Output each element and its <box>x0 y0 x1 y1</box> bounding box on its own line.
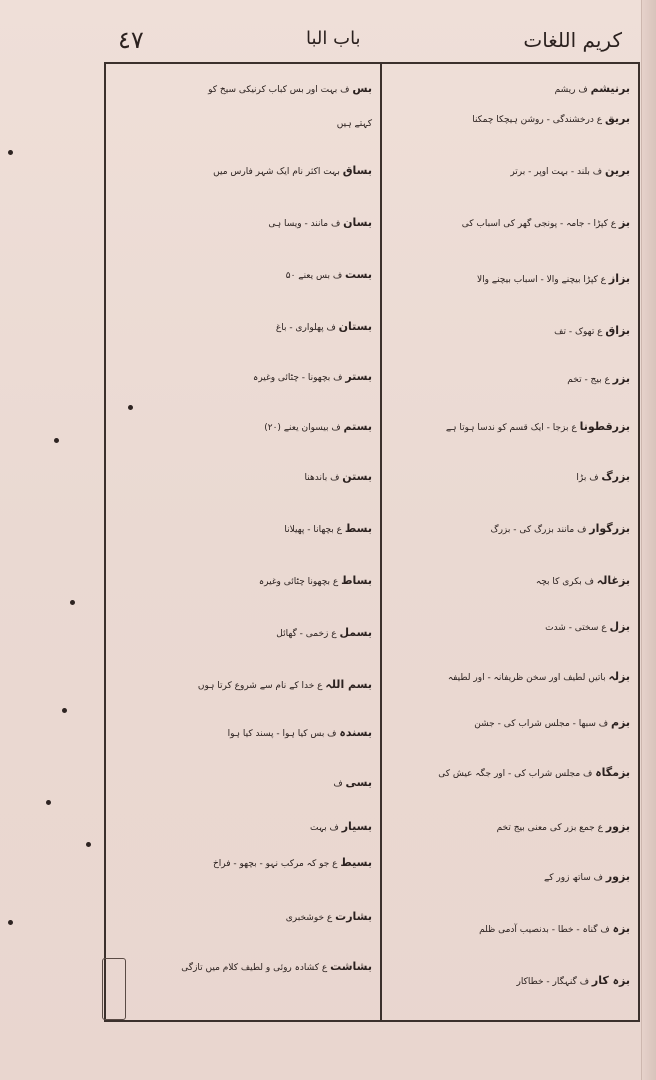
entry-definition: ع کشادہ روئی و لطیف کلام میں تازگی <box>181 963 331 973</box>
dictionary-entry <box>102 816 372 839</box>
margin-dot <box>46 800 51 805</box>
entry-definition: ف بچھونا - چٹائی وغیرہ <box>253 373 346 383</box>
entry-definition: ف ریشم <box>554 85 591 95</box>
dictionary-entry <box>378 762 630 785</box>
entry-definition: ع بچھانا - پھیلانا <box>284 525 345 535</box>
page-edge <box>641 0 656 1080</box>
entry-headword: بزہ <box>612 922 630 935</box>
entry-headword: بزل <box>609 620 630 633</box>
entry-headword: بسی <box>345 776 372 789</box>
dictionary-entry <box>378 970 630 993</box>
entry-definition: ف بس کیا ہوا - پسند کیا ہوا <box>227 729 340 739</box>
entry-definition: ع خدا کے نام سے شروع کرتا ہوں <box>197 681 326 691</box>
dictionary-entry <box>102 78 372 101</box>
dictionary-entry <box>102 160 372 183</box>
entry-headword: بشاشت <box>330 960 372 973</box>
entry-headword: برنیشم <box>590 82 630 95</box>
dictionary-entry <box>102 416 372 439</box>
entry-headword: بست <box>345 268 372 281</box>
entry-definition: ع خوشخبری <box>285 913 336 923</box>
entry-definition: ف مانند بزرگ کی - بزرگ <box>490 525 590 535</box>
entry-definition: ف مجلس شراب کی - اور جگہ عیش کی <box>438 769 596 779</box>
dictionary-entry <box>102 264 372 287</box>
entry-headword: بزمگاہ <box>595 766 630 779</box>
entry-definition: ع بیج - تخم <box>567 375 613 385</box>
entry-definition: کہتے ہیں <box>336 119 372 129</box>
dictionary-entry <box>378 368 630 391</box>
entry-headword: بزرگ <box>601 470 630 483</box>
dictionary-entry <box>378 918 630 941</box>
dictionary-entry <box>378 816 630 839</box>
entry-headword: بسیط <box>340 856 372 869</box>
dictionary-entry <box>378 616 630 639</box>
dictionary-entry <box>102 674 372 697</box>
dictionary-entry <box>102 316 372 339</box>
dictionary-entry <box>102 852 372 875</box>
entry-headword: بسیار <box>341 820 372 833</box>
dictionary-entry <box>102 956 372 979</box>
entry-headword: بسم اللہ <box>325 678 372 691</box>
entry-definition: ع جو کہ مرکب نہو - بچھو - فراخ <box>212 859 341 869</box>
dictionary-entry <box>102 366 372 389</box>
entry-definition: ع کپڑا - جامہ - پونجی گھر کی اسباب کی <box>461 219 620 229</box>
dictionary-entry <box>378 466 630 489</box>
dictionary-entry <box>102 570 372 593</box>
entry-headword: بشارت <box>335 910 372 923</box>
entry-definition: ف سبھا - مجلس شراب کی - جشن <box>474 719 611 729</box>
entry-definition: بہت اکثر نام ایک شہر فارس میں <box>213 167 343 177</box>
running-title: باب البا <box>306 28 361 49</box>
dictionary-entry <box>378 666 630 689</box>
dictionary-entry <box>102 906 372 929</box>
dictionary-entry <box>378 108 630 131</box>
entry-headword: بستان <box>338 320 372 333</box>
entry-headword: بزر <box>612 372 630 385</box>
entry-headword: بزرقطونا <box>579 420 630 433</box>
dictionary-entry <box>378 866 630 889</box>
entry-headword: بس <box>352 82 372 95</box>
dictionary-entry <box>378 212 630 235</box>
dictionary-entry <box>102 212 372 235</box>
entry-definition: ف بیسوان یعنے (۲۰) <box>264 423 344 433</box>
entry-headword: بساط <box>341 574 372 587</box>
entry-definition: ف <box>333 779 346 789</box>
margin-dot <box>128 405 133 410</box>
margin-dot <box>62 708 67 713</box>
entry-headword: برین <box>604 164 630 177</box>
entry-definition: ف گنہگار - خطاکار <box>516 977 592 987</box>
entry-headword: بستم <box>343 420 372 433</box>
entry-headword: بسط <box>344 522 372 535</box>
dictionary-entry <box>102 772 372 795</box>
entry-definition: ع کپڑا بیچنے والا - اسباب بیچنے والا <box>476 275 609 285</box>
margin-dot <box>8 150 13 155</box>
dictionary-entry <box>102 112 372 135</box>
entry-definition: ف بہت اور بس کباب کرنیکی سیخ کو <box>208 85 353 95</box>
entry-definition: ف بڑا <box>576 473 602 483</box>
entry-definition: باتیں لطیف اور سخن ظریفانہ - اور لطیفہ <box>447 673 609 683</box>
dictionary-entry <box>378 570 630 593</box>
entry-headword: بسمل <box>339 626 372 639</box>
entry-headword: بزغالہ <box>596 574 630 587</box>
entry-headword: بستن <box>342 470 372 483</box>
entry-definition: ع درخشندگی - روشن ہیچکا چمکنا <box>472 115 605 125</box>
dictionary-entry <box>378 712 630 735</box>
margin-dot <box>8 920 13 925</box>
entry-headword: بزاز <box>608 272 630 285</box>
entry-headword: بزرگوار <box>589 522 630 535</box>
entry-definition: ف بکری کا بچہ <box>535 577 597 587</box>
dictionary-entry <box>102 466 372 489</box>
page-header <box>100 22 640 62</box>
dictionary-entry <box>102 722 372 745</box>
entry-definition: ف باندھنا <box>304 473 343 483</box>
entry-headword: بریق <box>604 112 630 125</box>
entry-headword: بسان <box>343 216 372 229</box>
entry-headword: بز <box>619 216 630 229</box>
margin-dot <box>70 600 75 605</box>
entry-definition: ع سختی - شدت <box>545 623 610 633</box>
page-number: ٤٧ <box>118 26 144 54</box>
dictionary-entry <box>102 518 372 541</box>
margin-dot <box>86 842 91 847</box>
entry-headword: بزم <box>610 716 630 729</box>
entry-headword: بزہ کار <box>591 974 630 987</box>
entry-definition: ع بزجا - ایک قسم کو ندسا ہوتا ہے <box>445 423 580 433</box>
dictionary-entry <box>378 160 630 183</box>
entry-definition: ف مانند - ویسا ہی <box>268 219 344 229</box>
dictionary-entry <box>378 416 630 439</box>
entry-headword: بزاق <box>605 324 630 337</box>
entry-headword: بسندہ <box>339 726 372 739</box>
dictionary-entry <box>378 268 630 291</box>
entry-headword: بزلہ <box>608 670 630 683</box>
entry-headword: بزور <box>605 820 630 833</box>
entry-headword: بستر <box>345 370 372 383</box>
dictionary-entry <box>378 78 630 101</box>
dictionary-entry <box>378 518 630 541</box>
book-title: کریم اللغات <box>523 28 622 52</box>
entry-definition: ف بس یعنے ۵۰ <box>285 271 346 281</box>
dictionary-entry <box>102 622 372 645</box>
entry-definition: ع بچھونا چٹائی وغیرہ <box>258 577 342 587</box>
entry-definition: ف ساتھ زور کے <box>543 873 606 883</box>
entry-definition: ف بہت <box>310 823 342 833</box>
entry-definition: ف گناہ - خطا - بدنصیب آدمی ظلم <box>479 925 613 935</box>
entry-definition: ف بلند - بہت اوپر - برتر <box>510 167 605 177</box>
entry-definition: ع تھوک - تف <box>554 327 606 337</box>
dictionary-entry <box>378 320 630 343</box>
entry-definition: ف پھلواری - باغ <box>275 323 339 333</box>
margin-dot <box>54 438 59 443</box>
entry-headword: بزور <box>605 870 630 883</box>
entry-definition: ع زخمی - گھائل <box>276 629 340 639</box>
entry-definition: ع جمع بزر کی معنی بیج تخم <box>496 823 606 833</box>
entry-headword: بساق <box>342 164 372 177</box>
